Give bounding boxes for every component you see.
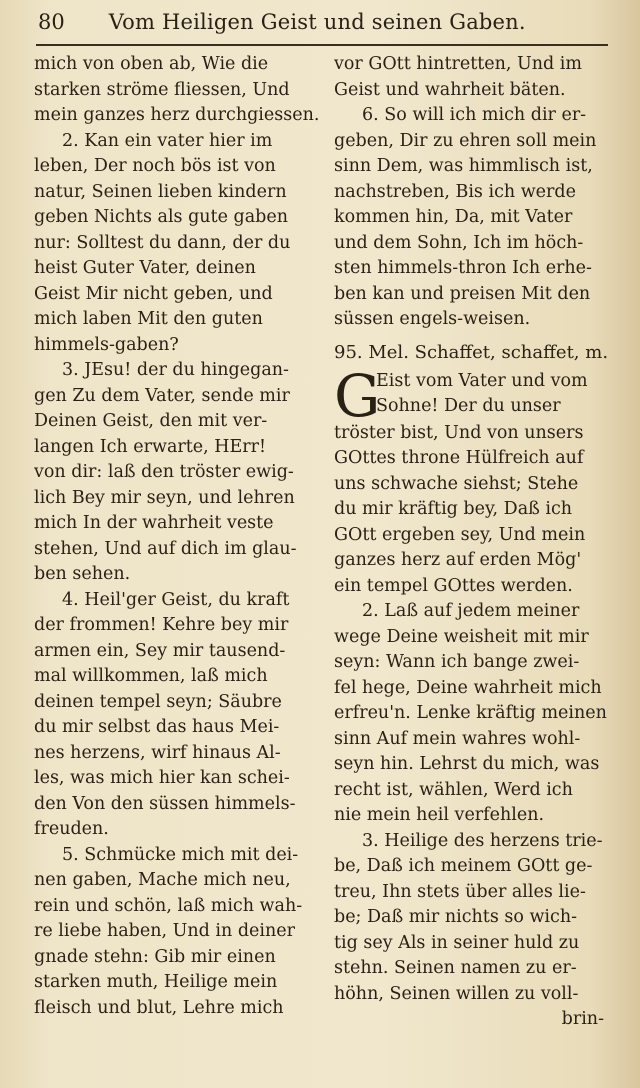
text-line: lich Bey mir seyn, und lehren bbox=[34, 487, 295, 508]
text-line: kommen hin, Da, mit Vater bbox=[334, 207, 573, 227]
text-line: geben Nichts als gute gaben bbox=[34, 207, 288, 227]
text-line: du mir selbst das haus Mei- bbox=[34, 717, 280, 737]
text-line: Sohne! Der du unser bbox=[376, 396, 561, 416]
text-line: gen Zu dem Vater, sende mir bbox=[34, 385, 290, 406]
text-line: heist Guter Vater, deinen bbox=[34, 258, 256, 278]
text-line: Eist vom Vater und vom bbox=[376, 370, 588, 391]
page-header bbox=[38, 10, 613, 40]
text-line: mich von oben ab, Wie die bbox=[34, 54, 269, 74]
text-line: be, Daß ich meinem GOtt ge- bbox=[334, 856, 593, 876]
text-line: von dir: laß den tröster ewig- bbox=[34, 462, 294, 482]
text-line: seyn: Wann ich bange zwei- bbox=[334, 652, 580, 672]
text-line: 3. Heilige des herzens trie- bbox=[362, 830, 603, 851]
text-line: armen ein, Sey mir tausend- bbox=[34, 640, 286, 661]
text-line: der frommen! Kehre bey mir bbox=[34, 615, 289, 635]
text-line: natur, Seinen lieben kindern bbox=[34, 181, 287, 202]
text-line: tig sey Als in seiner huld zu bbox=[334, 932, 580, 953]
hymn-heading: 95. Mel. Schaffet, schaffet, m. bbox=[334, 341, 609, 363]
text-line: nes herzens, wirf hinaus Al- bbox=[34, 742, 281, 763]
catchword: brin- bbox=[561, 1009, 604, 1029]
text-line: mein ganzes herz durchgiessen. bbox=[34, 105, 320, 125]
text-line: nen gaben, Mache mich neu, bbox=[34, 870, 291, 890]
text-line: mal willkommen, laß mich bbox=[34, 666, 268, 686]
text-line: gnade stehn: Gib mir einen bbox=[34, 946, 276, 967]
header-rule bbox=[36, 44, 608, 46]
left-column bbox=[34, 52, 326, 1021]
text-line: vor GOtt hintretten, Und im bbox=[334, 54, 582, 74]
text-line: Geist Mir nicht geben, und bbox=[34, 283, 273, 304]
text-line: 6. So will ich mich dir er- bbox=[362, 105, 587, 125]
text-line: Deinen Geist, den mit ver- bbox=[34, 411, 268, 431]
text-line: stehen, Und auf dich im glau- bbox=[34, 538, 297, 559]
page-number: 80 bbox=[38, 10, 65, 34]
hymn-95-opening bbox=[334, 361, 624, 430]
text-line: uns schwache siehst; Stehe bbox=[334, 473, 579, 494]
text-line: den Von den süssen himmels- bbox=[34, 793, 296, 814]
drop-cap: G bbox=[334, 361, 381, 430]
text-line: GOtt ergeben sey, Und mein bbox=[334, 524, 586, 545]
text-line: wege Deine weisheit mit mir bbox=[334, 626, 589, 647]
text-line: leben, Der noch bös ist von bbox=[34, 156, 276, 176]
text-line: seyn hin. Lehrst du mich, was bbox=[334, 754, 600, 774]
text-line: ben sehen. bbox=[34, 564, 131, 584]
text-line: deinen tempel seyn; Säubre bbox=[34, 691, 282, 712]
text-line: ganzes herz auf erden Mög' bbox=[334, 550, 582, 570]
text-line: freuden. bbox=[34, 819, 109, 839]
text-line: treu, Ihn stets über alles lie- bbox=[334, 881, 586, 902]
text-line: 5. Schmücke mich mit dei- bbox=[62, 844, 299, 865]
running-title: Vom Heiligen Geist und seinen Gaben. bbox=[108, 10, 526, 34]
text-line: 2. Kan ein vater hier im bbox=[62, 130, 273, 151]
right-column bbox=[334, 52, 624, 1033]
text-line: ben kan und preisen Mit den bbox=[334, 283, 591, 304]
text-line: sinn Auf mein wahres wohl- bbox=[334, 728, 581, 749]
text-line: starken ströme fliessen, Und bbox=[34, 79, 290, 100]
text-line: erfreu'n. Lenke kräftig meinen bbox=[334, 703, 607, 723]
text-line: geben, Dir zu ehren soll mein bbox=[334, 130, 597, 151]
text-line: fleisch und blut, Lehre mich bbox=[34, 997, 284, 1018]
text-line: süssen engels-weisen. bbox=[334, 309, 531, 329]
hymn-94-ending bbox=[334, 52, 624, 333]
text-line: mich In der wahrheit veste bbox=[34, 513, 274, 533]
text-line: tröster bist, Und von unsers bbox=[334, 422, 584, 443]
text-line: be; Daß mir nichts so wich- bbox=[334, 907, 578, 927]
text-line: fel hege, Deine wahrheit mich bbox=[334, 677, 602, 698]
text-line: Geist und wahrheit bäten. bbox=[334, 79, 566, 100]
text-line: nie mein heil verfehlen. bbox=[334, 805, 545, 825]
text-line: recht ist, wählen, Werd ich bbox=[334, 779, 573, 800]
text-line: langen Ich erwarte, HErr! bbox=[34, 436, 267, 457]
text-line: starken muth, Heilige mein bbox=[34, 972, 278, 992]
text-line: nachstreben, Bis ich werde bbox=[334, 181, 576, 202]
text-line: sinn Dem, was himmlisch ist, bbox=[334, 156, 593, 176]
text-line: höhn, Seinen willen zu voll- bbox=[334, 983, 579, 1004]
text-line: 2. Laß auf jedem meiner bbox=[362, 601, 580, 621]
text-line: 3. JEsu! der du hingegan- bbox=[62, 360, 289, 380]
text-line: stehn. Seinen namen zu er- bbox=[334, 958, 577, 978]
hymn-95-text bbox=[334, 421, 624, 1008]
text-line: nur: Solltest du dann, der du bbox=[34, 232, 291, 253]
text-line: 4. Heil'ger Geist, du kraft bbox=[62, 589, 290, 610]
text-line: sten himmels-thron Ich erhe- bbox=[334, 258, 592, 278]
text-line: les, was mich hier kan schei- bbox=[34, 768, 290, 788]
text-line: rein und schön, laß mich wah- bbox=[34, 895, 303, 916]
text-line: du mir kräftig bey, Daß ich bbox=[334, 499, 573, 519]
text-line: mich laben Mit den guten bbox=[34, 309, 263, 329]
text-line: re liebe haben, Und in deiner bbox=[34, 921, 295, 941]
text-line: himmels-gaben? bbox=[34, 334, 179, 355]
text-line: ein tempel GOttes werden. bbox=[334, 575, 573, 596]
drop-cap-lines bbox=[376, 369, 624, 421]
text-line: GOttes throne Hülfreich auf bbox=[334, 448, 584, 468]
text-line: und dem Sohn, Ich im höch- bbox=[334, 232, 584, 253]
